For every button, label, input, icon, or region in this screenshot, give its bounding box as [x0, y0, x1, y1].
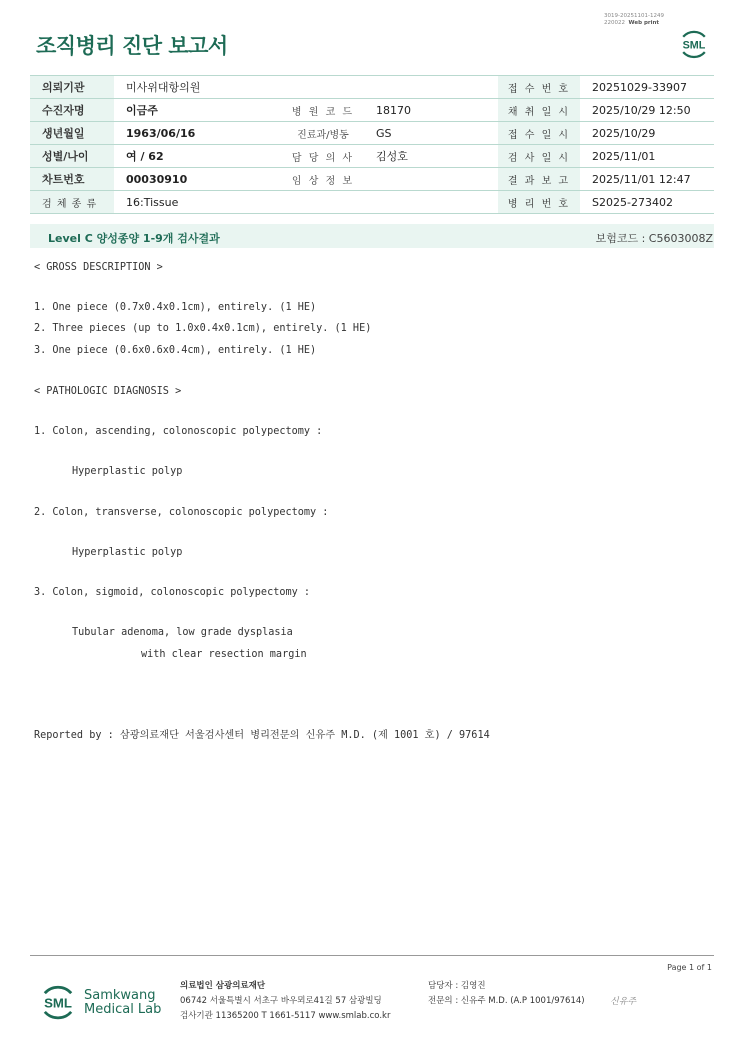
clinical-info-label: 임 상 정 보	[282, 168, 364, 191]
table-row	[30, 168, 714, 191]
footer-brand	[84, 989, 161, 1017]
footer-staff-block	[428, 979, 585, 1009]
footer-logo-text: SML	[44, 995, 72, 1011]
reported-by: Reported by : 삼광의료재단 서울검사센터 병리전문의 신유주 M.D. (제 1001 호) / 97614	[34, 730, 490, 741]
manager: 담당자 : 김영진	[428, 981, 486, 991]
page-number: Page 1 of 1	[667, 963, 712, 972]
org-contact: 검사기관 11365200 T 1661-5117 www.smlab.co.kr	[180, 1011, 391, 1021]
signature: 신유주	[610, 997, 637, 1007]
logo-text: SML	[682, 39, 706, 52]
accession-label: 접 수 번 호	[498, 76, 580, 99]
diagnosis-3-margin: with clear resection margin	[141, 649, 307, 660]
clinical-info-value	[364, 168, 498, 191]
receipt-date-label: 접 수 일 시	[498, 122, 580, 145]
table-row	[30, 122, 714, 145]
report-time-label: 결 과 보 고	[498, 168, 580, 191]
chart-number-label: 차트번호	[30, 168, 114, 191]
doctor-label: 담 당 의 사	[282, 145, 364, 168]
page-title: 조직병리 진단 보고서	[36, 34, 228, 58]
footer-divider	[30, 955, 714, 956]
print-code-line2: 220022	[604, 20, 625, 26]
diagnosis-1-result: Hyperplastic polyp	[72, 466, 183, 477]
birth-date-value: 1963/06/16	[114, 122, 282, 145]
sml-footer-logo-icon	[36, 980, 80, 1024]
birth-date-label: 생년월일	[30, 122, 114, 145]
brand-line1: Samkwang	[84, 988, 156, 1003]
print-code-line1: 3019-20251101-1249	[604, 13, 664, 19]
gross-item-2: 2. Three pieces (up to 1.0x0.4x0.1cm), entirely. (1 HE)	[34, 323, 372, 334]
specialist: 전문의 : 신유주 M.D. (A.P 1001/97614)	[428, 996, 585, 1006]
patient-info-table	[30, 75, 714, 214]
gross-item-3: 3. One piece (0.6x0.6x0.4cm), entirely. (1 HE)	[34, 345, 317, 356]
collection-time-label: 채 취 일 시	[498, 99, 580, 122]
patient-name-value: 이금주	[114, 99, 282, 122]
sex-age-value: 여 / 62	[114, 145, 282, 168]
accession-value: 20251029-33907	[580, 76, 714, 99]
brand-line2: Medical Lab	[84, 1002, 162, 1017]
hospital-code-label: 병 원 코 드	[282, 99, 364, 122]
receipt-date-value: 2025/10/29	[580, 122, 714, 145]
department-label: 진료과/병동	[282, 122, 364, 145]
footer-org-block	[180, 979, 390, 1024]
referral-label: 의뢰기관	[30, 76, 114, 99]
test-level-title: Level C 양성종양 1-9개 검사결과	[48, 232, 220, 245]
web-print-label: Web print	[628, 20, 660, 26]
exam-date-label: 검 사 일 시	[498, 145, 580, 168]
sml-logo-icon	[676, 26, 712, 62]
patient-name-label: 수진자명	[30, 99, 114, 122]
report-time-value: 2025/11/01 12:47	[580, 168, 714, 191]
department-value: GS	[364, 122, 498, 145]
specimen-type-value: 16:Tissue	[114, 191, 498, 214]
gross-description-header: < GROSS DESCRIPTION >	[34, 262, 163, 273]
gross-item-1: 1. One piece (0.7x0.4x0.1cm), entirely. (1 HE)	[34, 302, 317, 313]
pathology-number-value: S2025-273402	[580, 191, 714, 214]
table-row	[30, 99, 714, 122]
hospital-code-value: 18170	[364, 99, 498, 122]
specimen-type-label: 검 체 종 류	[30, 191, 114, 214]
sex-age-label: 성별/나이	[30, 145, 114, 168]
table-row	[30, 145, 714, 168]
collection-time-value: 2025/10/29 12:50	[580, 99, 714, 122]
exam-date-value: 2025/11/01	[580, 145, 714, 168]
diagnosis-3-result: Tubular adenoma, low grade dysplasia	[72, 627, 293, 638]
table-row	[30, 191, 714, 214]
diagnosis-1: 1. Colon, ascending, colonoscopic polypectomy :	[34, 426, 323, 437]
insurance-code: 보험코드 : C5603008Z	[595, 232, 713, 245]
doctor-value: 김성호	[364, 145, 498, 168]
chart-number-value: 00030910	[114, 168, 282, 191]
referral-value: 미사위대항의원	[114, 76, 498, 99]
pathologic-diagnosis-header: < PATHOLOGIC DIAGNOSIS >	[34, 386, 182, 397]
table-row	[30, 76, 714, 99]
org-name: 의료법인 삼광의료재단	[180, 981, 266, 991]
pathology-number-label: 병 리 번 호	[498, 191, 580, 214]
org-address: 06742 서울특별시 서초구 바우뫼로41길 57 삼광빌딩	[180, 996, 382, 1006]
print-code	[604, 13, 664, 27]
diagnosis-2: 2. Colon, transverse, colonoscopic polypectomy :	[34, 507, 329, 518]
diagnosis-3: 3. Colon, sigmoid, colonoscopic polypectomy :	[34, 587, 311, 598]
diagnosis-2-result: Hyperplastic polyp	[72, 547, 183, 558]
